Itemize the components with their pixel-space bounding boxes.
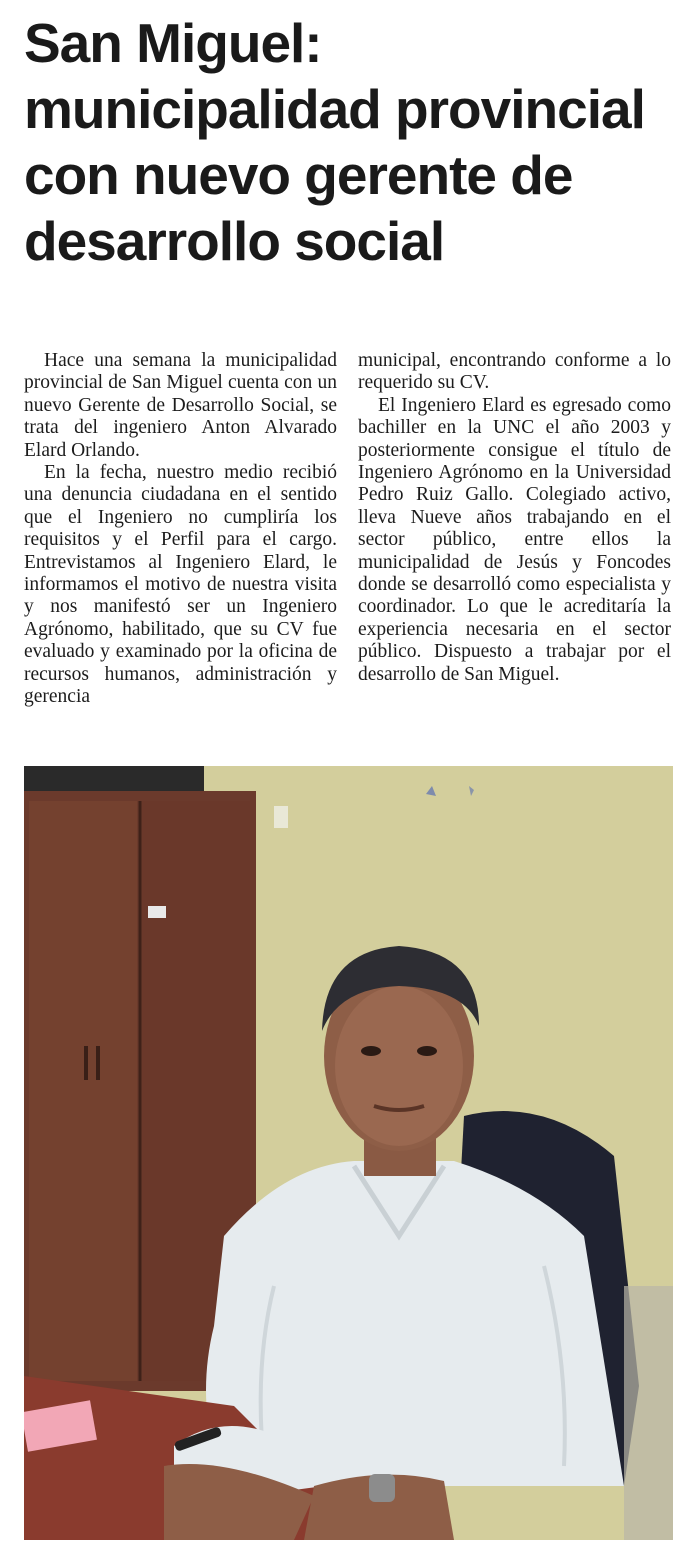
- article-column-right: [358, 350, 671, 686]
- article-column-left: [24, 350, 337, 709]
- photo-watch: [369, 1474, 395, 1502]
- headline: San Miguel: municipalidad provincial con nuevo gerente de desarrollo social: [24, 12, 645, 272]
- paragraph-1: Hace una semana la municipalidad provincial de San Miguel cuenta con un nuevo Gerente de Desarrollo Social, se trata del ingeniero Anton Alvarado Elard Orlando.: [24, 350, 337, 461]
- paragraph-3: El Ingeniero Elard es egresado como bachiller en la UNC el año 2003 y posteriormente consigue el título de Ingeniero Agrónomo en la Universidad Pedro Ruiz Gallo. Colegiado activo, lleva Nueve años trabajando en el sector público, entre ellos la municipalidad de Jesús y Foncodes donde se desarrolló como especialista y coordinador. Lo que le acreditaría la experiencia necesaria en el sector público. Dispuesto a trabajar por el desarrollo de San Miguel.: [358, 394, 671, 685]
- paragraph-2-continued: municipal, encontrando conforme a lo requerido su CV.: [358, 350, 671, 394]
- paragraph-2: En la fecha, nuestro medio recibió una denuncia ciudadana en el sentido que el Ingeniero no cumpliría los requisitos y el Perfil para el cargo. Entrevistamos al Ingeniero Elard, le informamos el motivo de nuestra visita y nos manifestó ser un Ingeniero Agrónomo, habilitado, que su CV fue evaluado y examinado por la oficina de recursos humanos, administración y gerencia: [24, 462, 337, 708]
- photo-illustration: [24, 766, 673, 1540]
- article-photo: [24, 766, 673, 1540]
